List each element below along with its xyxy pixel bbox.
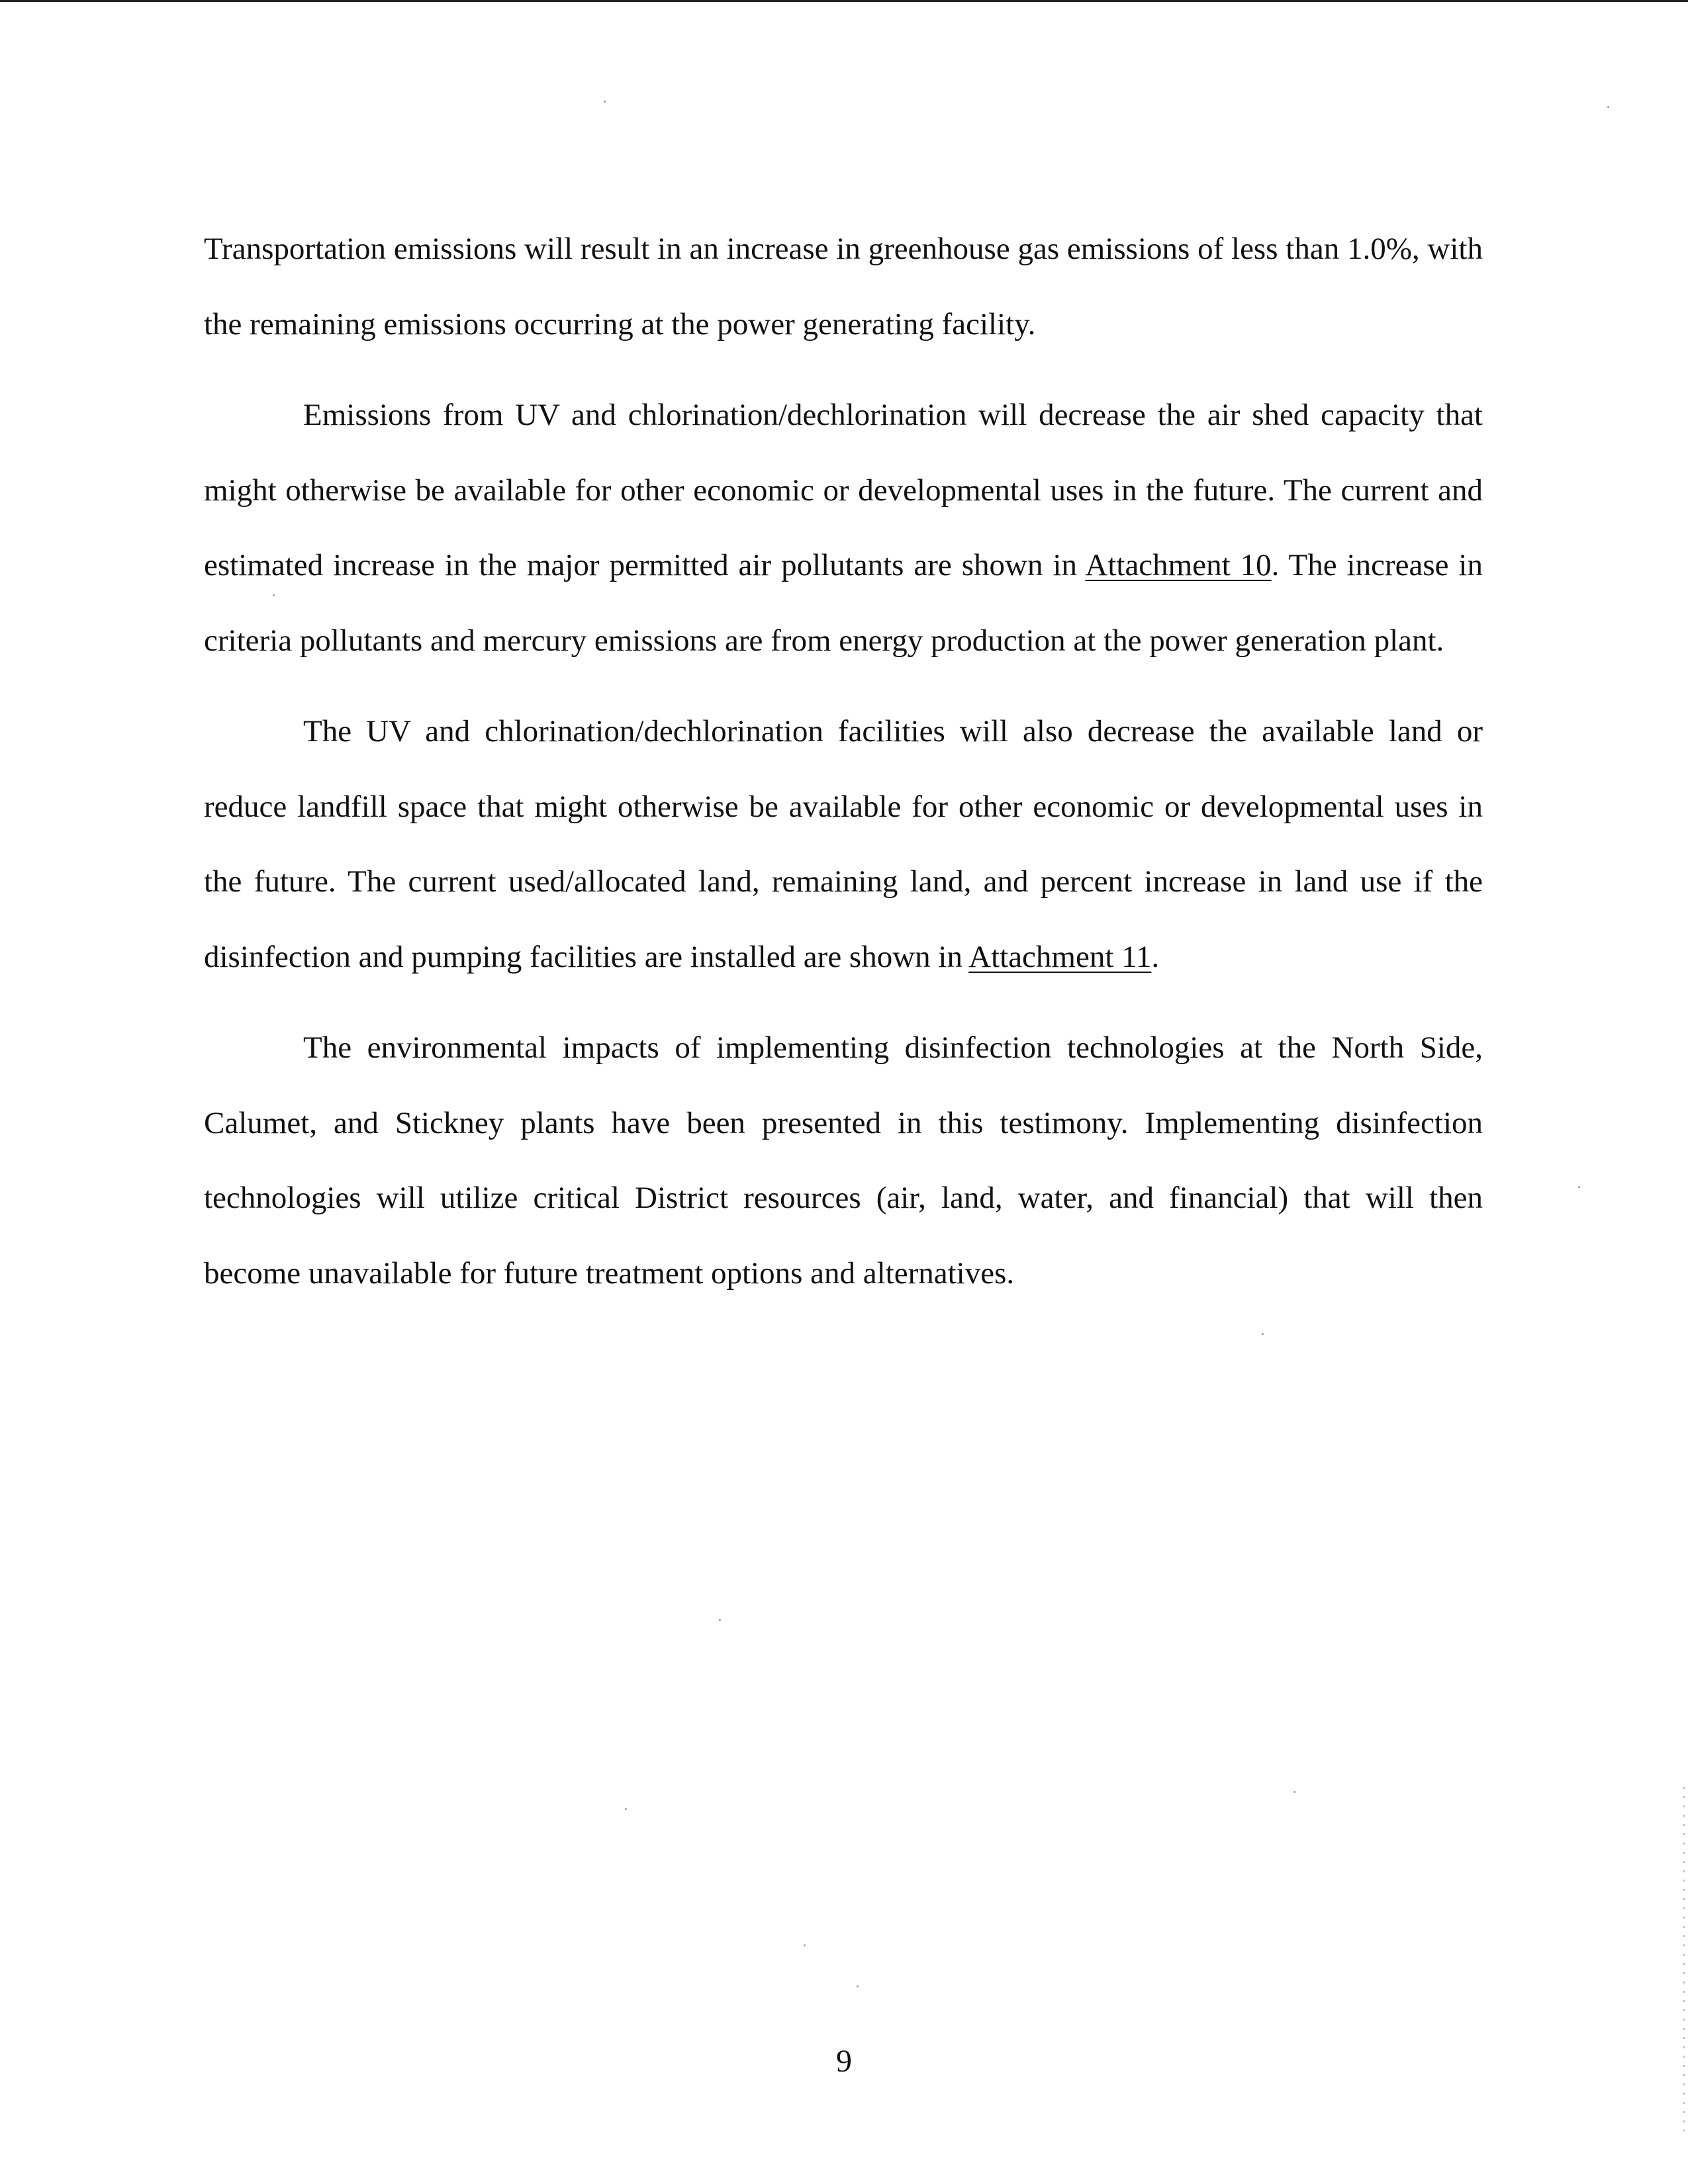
scan-speck — [1293, 1791, 1295, 1793]
scan-speck — [804, 1944, 806, 1946]
scan-speck — [273, 594, 275, 596]
scan-top-border — [0, 0, 1688, 2]
paragraph-text: The environmental impacts of implementing disinfection technologies at the North Side, Calumet, and Stickney plants have been presented in this testimony. Implementing disinfection technologies will utilize critical District resources (air, land, water, and financial) that will then become unavailable for future treatment options and alternatives. — [204, 1030, 1483, 1291]
paragraph-transportation-emissions — [204, 212, 1483, 362]
scan-speck — [719, 1619, 721, 1621]
page-number: 9 — [836, 2044, 852, 2079]
attachment-11-link[interactable]: Attachment 11 — [968, 939, 1152, 974]
scan-speck — [1262, 1333, 1264, 1335]
scan-speck — [625, 1808, 627, 1810]
paragraph-environmental-impacts — [204, 1011, 1483, 1311]
paragraph-land-use — [204, 694, 1483, 995]
paragraph-text-after-link: . — [1151, 939, 1160, 974]
scan-speck — [1607, 106, 1609, 108]
scan-edge-artifact — [1683, 1787, 1685, 2131]
attachment-10-link[interactable]: Attachment 10 — [1085, 548, 1272, 582]
document-body — [204, 212, 1483, 1327]
scan-speck — [604, 101, 606, 103]
paragraph-text: Transportation emissions will result in an increase in greenhouse gas emissions of less than 1.0%, with the remaining emissions occurring at the power generating facility. — [204, 232, 1483, 341]
paragraph-text-after-link: . The increase in criteria pollutants and mercury emissions are from energy production at the power generation plant. — [204, 548, 1483, 658]
scan-speck — [857, 1985, 859, 1987]
scan-speck — [1578, 1186, 1580, 1188]
paragraph-text-before-link: Emissions from UV and chlorination/dechlorination will decrease the air shed capacity that might otherwise be available for other economic or developmental uses in the future. The current and estimated increase in the major permitted air pollutants are shown in — [204, 398, 1483, 582]
paragraph-text-before-link: The UV and chlorination/dechlorination facilities will also decrease the available land or reduce landfill space that might otherwise be available for other economic or developmental uses in the future. The current used/allocated land, remaining land, and percent increase in land use if the disinfection and pumping facilities are installed are shown in — [204, 714, 1483, 974]
paragraph-air-emissions — [204, 378, 1483, 678]
